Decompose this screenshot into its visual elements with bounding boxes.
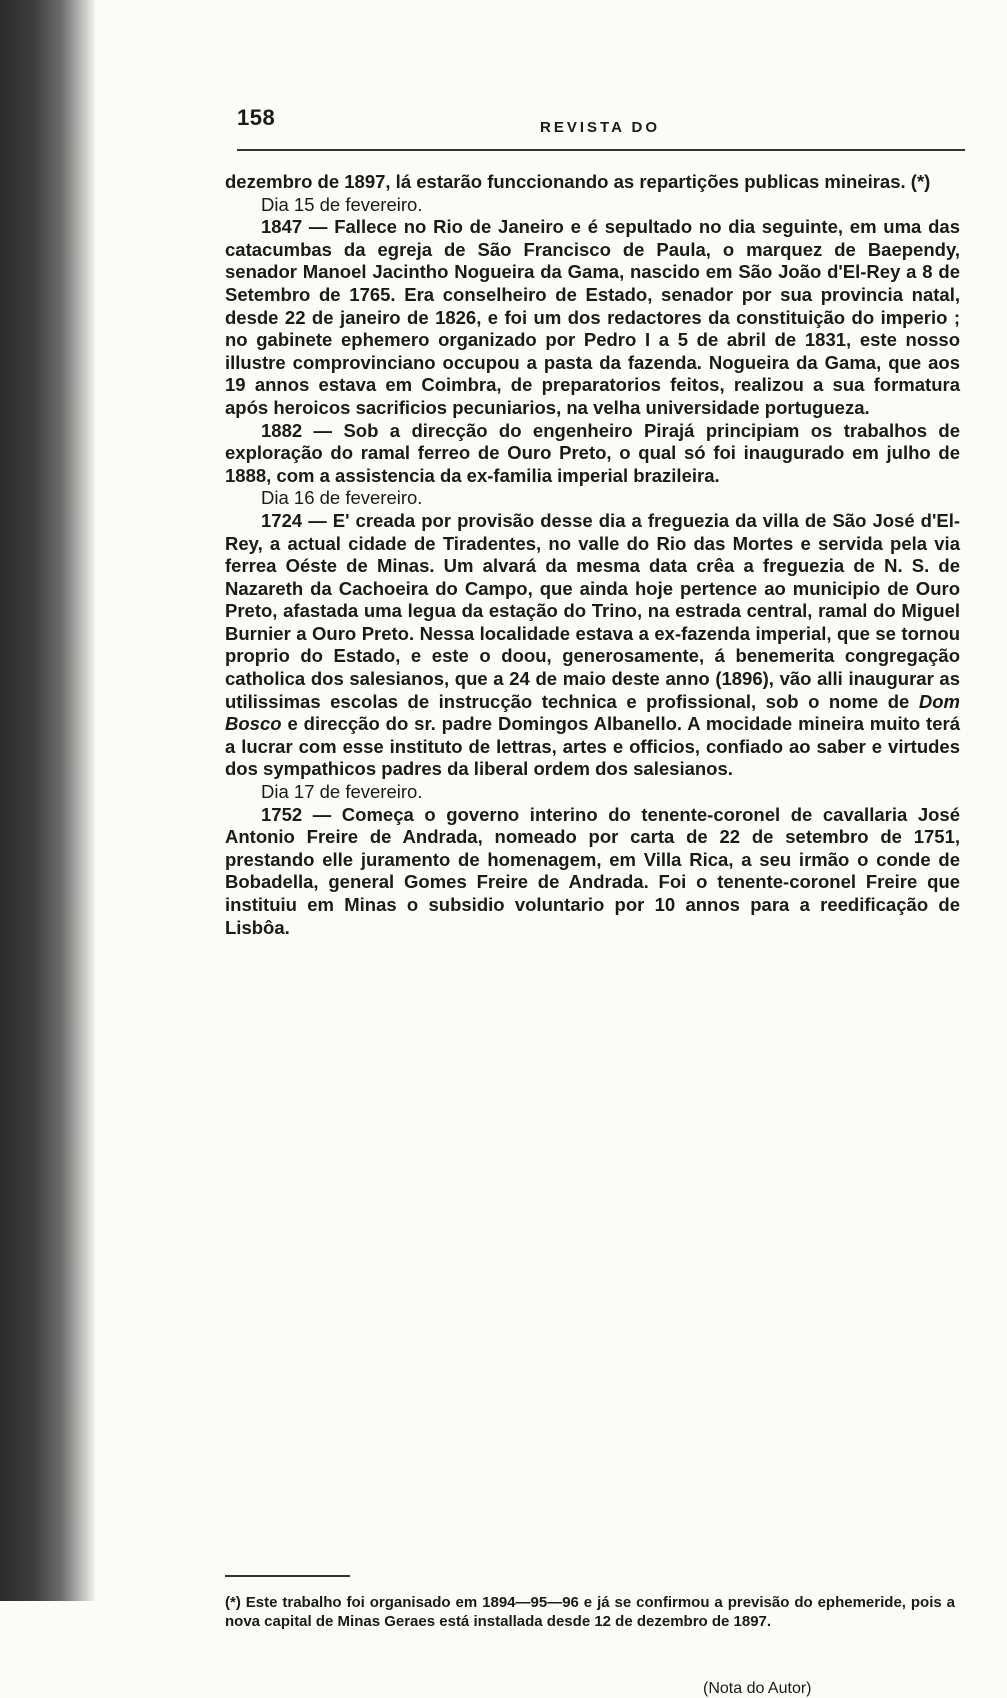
footnote: (*) Este trabalho foi organisado em 1894—95—96 e já se confirmou a previsão do ephemeride, pois a nova capital de Minas Geraes está installada desde 12 de dezembro de 1897. <box>225 1594 955 1630</box>
body-text <box>225 171 960 939</box>
paragraph-continuation: dezembro de 1897, lá estarão funccionando as repartições publicas mineiras. (*) <box>225 171 931 192</box>
entry-1882: 1882 — Sob a direcção do engenheiro Pirajá principiam os trabalhos de exploração do ramal ferreo de Ouro Preto, o qual só foi inaugurado em julho de 1888, com a assistencia da ex-familia imperial brazileira. <box>225 419 960 486</box>
date-heading-17: Dia 17 de fevereiro. <box>261 781 423 803</box>
entry-1724: 1724 — E' creada por provisão desse dia a freguezia da villa de São José d'El-Rey, a actual cidade de Tiradentes, no valle do Rio das Mortes e servida pela via ferrea Oéste de Minas. Um alvará da mesma data crêa a freguezia de N. S. de Nazareth da Cachoeira do Campo, que ainda hoje pertence ao municipio de Ouro Preto, afastada uma legua da estação do Trino, na estrada central, ramal do Miguel Burnier a Ouro Preto. Nessa localidade estava a ex-fazenda imperial, que se tornou proprio do Estado, e este o doou, generosamente, á benemerita congregação catholica dos salesianos, que a 24 de maio deste anno (1896), vão alli inaugurar as utilissimas escolas de instrucção technica e profissional, sob o nome de Dom Bosco e direcção do sr. padre Domingos Albanello. A mocidade mineira muito terá a lucrar com esse instituto de lettras, artes e officios, confiado ao saber e virtudes dos sympathicos padres da liberal ordem dos salesianos. <box>225 509 960 780</box>
document-page <box>225 105 960 1697</box>
entry-1752: 1752 — Começa o governo interino do tenente-coronel de cavallaria José Antonio Freire de Andrada, nomeado por carta de 22 de setembro de 1751, prestando elle juramento de homenagem, em Villa Rica, a seu irmão o conde de Bobadella, general Gomes Freire de Andrada. Foi o tenente-coronel Freire que instituiu em Minas o subsidio voluntario por 10 annos para a reedificação de Lisbôa. <box>225 803 960 938</box>
footnote-author-note: (Nota do Autor) <box>703 1680 812 1697</box>
page-number: 158 <box>237 105 276 130</box>
running-head: REVISTA DO <box>540 119 661 136</box>
header-rule <box>237 149 965 151</box>
entry-1847: 1847 — Fallece no Rio de Janeiro e é sepultado no dia seguinte, em uma das catacumbas da egreja de São Francisco de Paula, o marquez de Baependy, senador Manoel Jacintho Nogueira da Gama, nascido em São João d'El-Rey a 8 de Setembro de 1765. Era conselheiro de Estado, senador por sua provincia natal, desde 22 de janeiro de 1826, e foi um dos redactores da constituição do imperio ; no gabinete ephemero organizado por Pedro I a 5 de abril de 1831, este nosso illustre comprovinciano occupou a pasta da fazenda. Nogueira da Gama, que aos 19 annos estava em Coimbra, de preparatorios feitos, realizou a sua formatura após heroicos sacrificios pecuniarios, na velha universidade portugueza. <box>225 216 960 418</box>
date-heading-16: Dia 16 de fevereiro. <box>261 487 423 509</box>
italic-dom-bosco: Dom Bosco <box>225 690 960 735</box>
date-heading-15: Dia 15 de fevereiro. <box>261 193 423 215</box>
footnote-rule <box>225 1575 350 1577</box>
page-header <box>225 105 960 145</box>
book-binding-edge <box>0 0 95 1601</box>
